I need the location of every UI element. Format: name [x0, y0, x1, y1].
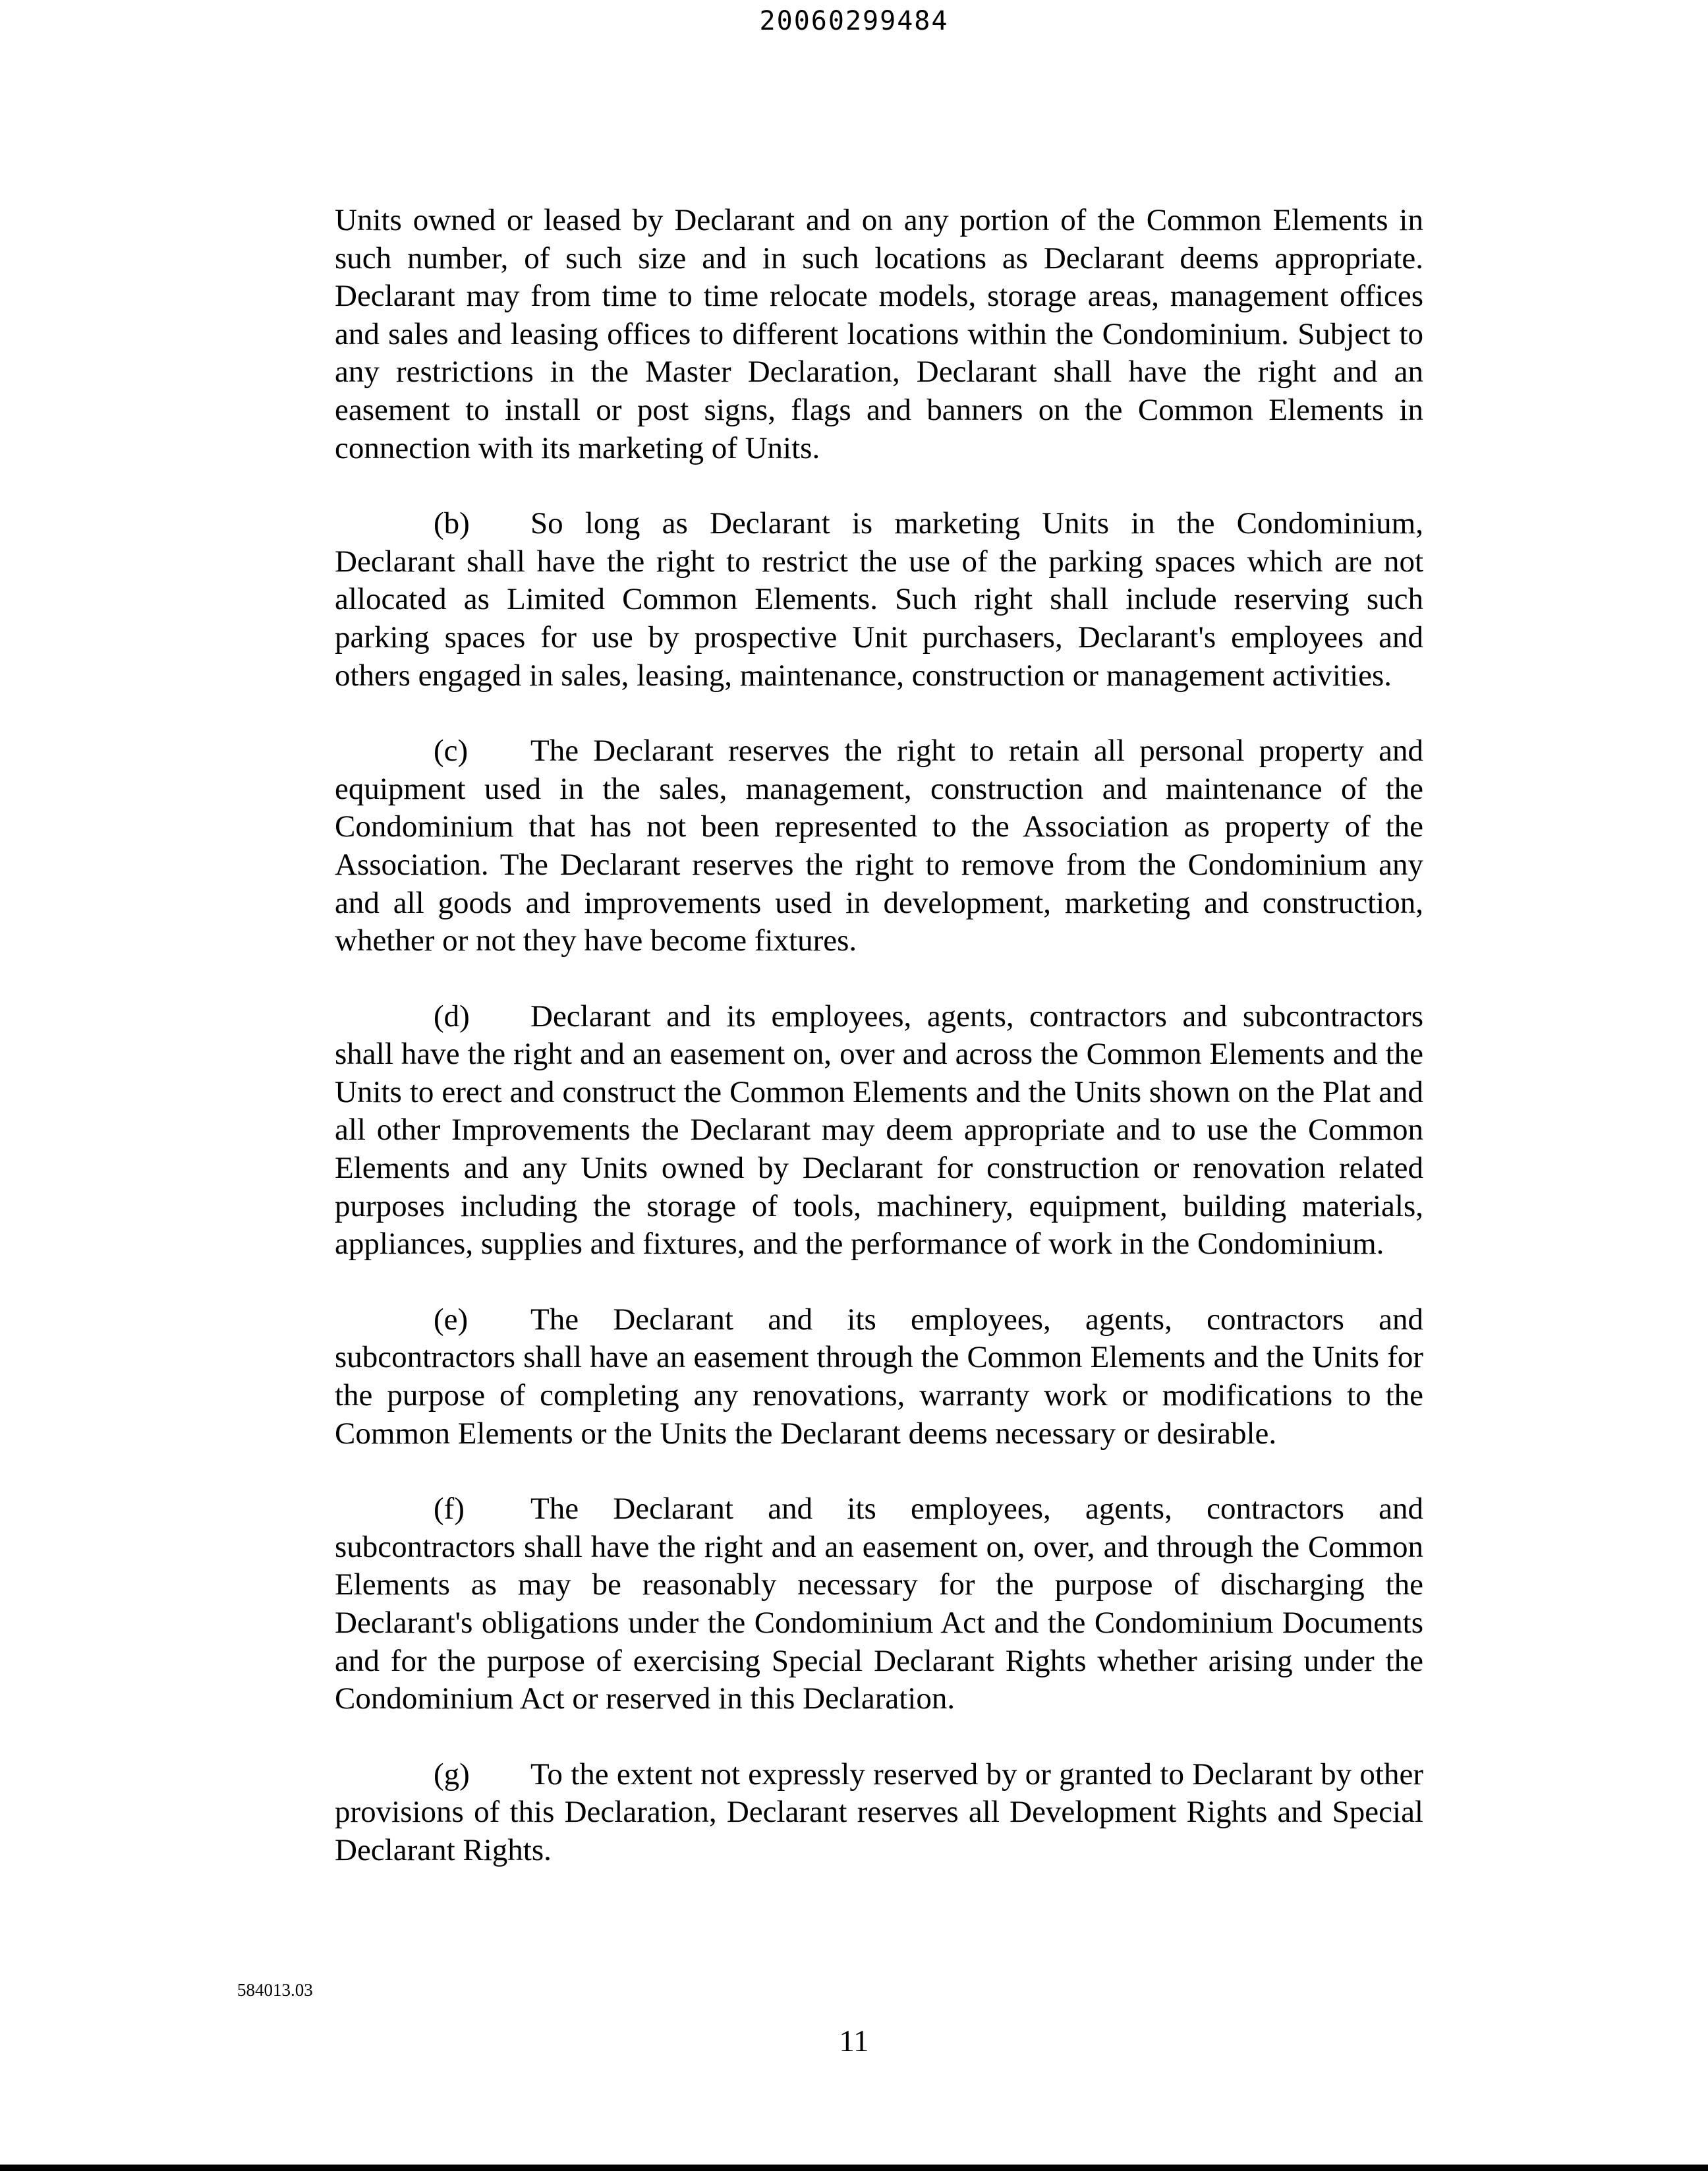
paragraph-label: (c): [434, 734, 469, 769]
paragraph-text: Units owned or leased by Declarant and on any portion of the Common Elements in such number, of such size and in such locations as Declarant deems appropriate. Declarant may from time to time relocate models, storage areas, management offices and sales and leasing offices to different locations within the Condominium. Subject to any restrictions in the Master Declaration, Declarant shall have the right and an easement to install or post signs, flags and banners on the Common Elements in connection with its marketing of Units.: [335, 203, 1423, 465]
paragraph-text: The Declarant and its employees, agents, contractors and subcontractors shall have an easement through the Common Elements and the Units for the purpose of completing any renovations, warranty work or modifications to the Common Elements or the Units the Declarant deems necessary or desirable.: [335, 1302, 1423, 1451]
paragraph-g: [335, 1756, 1423, 1870]
paragraph-text: So long as Declarant is marketing Units in the Condominium, Declarant shall have the right to restrict the use of the parking spaces which are not allocated as Limited Common Elements. Such right shall include reserving such parking spaces for use by prospective Unit purchasers, Declarant's employees and others engaged in sales, leasing, maintenance, construction or management activities.: [335, 506, 1423, 693]
paragraph-label: (f): [434, 1492, 465, 1527]
paragraph-label: (b): [434, 506, 470, 541]
paragraph-d: [335, 998, 1423, 1264]
paragraph-label: (d): [434, 999, 470, 1033]
paragraph-label: (g): [434, 1757, 470, 1791]
paragraph-b: [335, 505, 1423, 695]
paragraph-text: To the extent not expressly reserved by or granted to Declarant by other provisions of this Declaration, Declarant reserves all Development Rights and Special Declarant Rights.: [335, 1757, 1423, 1867]
footer-document-id: 584013.03: [237, 1980, 313, 2000]
scan-bottom-border: [0, 2165, 1708, 2171]
paragraph-f: [335, 1490, 1423, 1718]
page-number: 11: [839, 2024, 869, 2058]
document-body: [335, 202, 1423, 1870]
paragraph-c: [335, 732, 1423, 960]
paragraph-continuation: [335, 202, 1423, 467]
document-number: 20060299484: [759, 6, 949, 36]
paragraph-e: [335, 1301, 1423, 1453]
paragraph-text: The Declarant and its employees, agents, contractors and subcontractors shall have the right and an easement on, over, and through the Common Elements as may be reasonably necessary for the purpose of discharging the Declarant's obligations under the Condominium Act and the Condominium Documents and for the purpose of exercising Special Declarant Rights whether arising under the Condominium Act or reserved in this Declaration.: [335, 1492, 1423, 1716]
paragraph-text: Declarant and its employees, agents, contractors and subcontractors shall have the right and an easement on, over and across the Common Elements and the Units to erect and construct the Common Elements and the Units shown on the Plat and all other Improvements the Declarant may deem appropriate and to use the Common Elements and any Units owned by Declarant for construction or renovation related purposes including the storage of tools, machinery, equipment, building materials, appliances, supplies and fixtures, and the performance of work in the Condominium.: [335, 999, 1423, 1262]
paragraph-label: (e): [434, 1302, 469, 1337]
paragraph-text: The Declarant reserves the right to retain all personal property and equipment used in the sales, management, construction and maintenance of the Condominium that has not been represented to the Association as property of the Association. The Declarant reserves the right to remove from the Condominium any and all goods and improvements used in development, marketing and construction, whether or not they have become fixtures.: [335, 734, 1423, 958]
